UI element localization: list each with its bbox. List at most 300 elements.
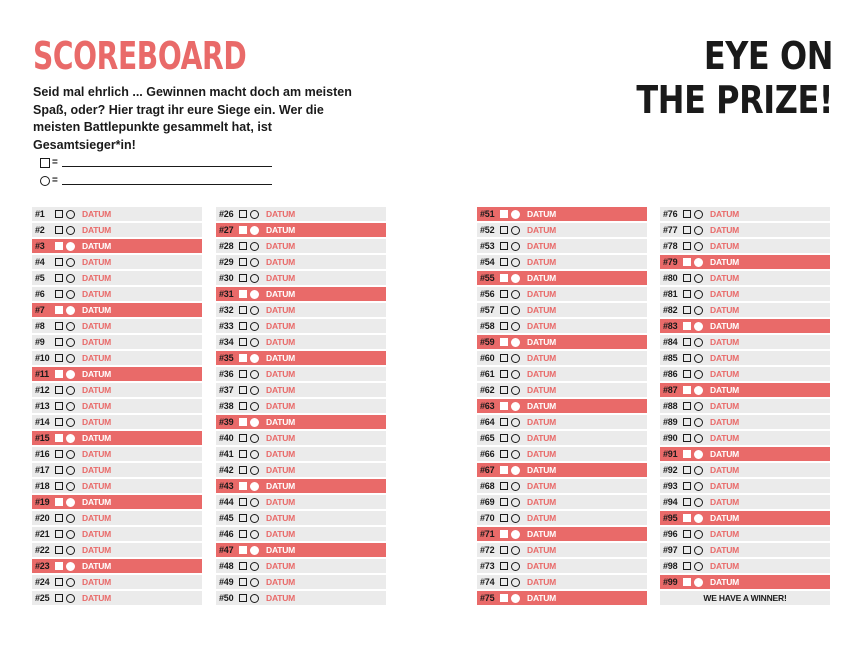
checkbox-square[interactable] [55, 514, 63, 522]
checkbox-circle[interactable] [511, 530, 520, 539]
game-number: #99 [663, 577, 678, 587]
checkbox-square[interactable] [55, 466, 63, 474]
checkbox-square[interactable] [683, 578, 691, 586]
checkbox-circle[interactable] [66, 562, 75, 571]
checkbox-square[interactable] [239, 418, 247, 426]
checkbox-square[interactable] [55, 338, 63, 346]
checkbox-square[interactable] [683, 354, 691, 362]
score-row [477, 415, 647, 429]
date-label: DATUM [527, 497, 557, 507]
checkbox-circle[interactable] [250, 322, 259, 331]
checkbox-circle[interactable] [511, 482, 520, 491]
date-label: DATUM [710, 353, 740, 363]
score-row [216, 495, 386, 509]
checkbox-square[interactable] [239, 210, 247, 218]
checkbox-circle[interactable] [66, 530, 75, 539]
checkbox-square[interactable] [500, 434, 508, 442]
checkbox-circle[interactable] [250, 242, 259, 251]
checkbox-circle[interactable] [511, 306, 520, 315]
date-label: DATUM [527, 561, 557, 571]
date-label: DATUM [82, 289, 112, 299]
checkbox-square[interactable] [55, 370, 63, 378]
date-label: DATUM [266, 305, 296, 315]
game-number: #35 [219, 353, 234, 363]
date-label: DATUM [82, 449, 112, 459]
checkbox-square[interactable] [500, 274, 508, 282]
checkbox-circle[interactable] [694, 370, 703, 379]
checkbox-circle[interactable] [511, 450, 520, 459]
checkbox-circle[interactable] [511, 354, 520, 363]
checkbox-square[interactable] [500, 370, 508, 378]
checkbox-square[interactable] [55, 306, 63, 314]
score-row [32, 303, 202, 317]
checkbox-circle[interactable] [250, 210, 259, 219]
date-label: DATUM [710, 209, 740, 219]
checkbox-square[interactable] [683, 306, 691, 314]
scoreboard-title: SCOREBOARD [33, 34, 247, 78]
checkbox-square[interactable] [239, 386, 247, 394]
score-row [216, 351, 386, 365]
intro-text: Seid mal ehrlich ... Gewinnen macht doch am meisten Spaß, oder? Hier tragt ihr eure Siege ein. Wer die meisten Battlepunkte gesammelt hat, ist Gesamtsieger*in! [33, 85, 352, 152]
checkbox-square[interactable] [500, 418, 508, 426]
checkbox-square[interactable] [683, 514, 691, 522]
checkbox-square[interactable] [500, 466, 508, 474]
checkbox-square[interactable] [683, 338, 691, 346]
checkbox-circle[interactable] [511, 338, 520, 347]
checkbox-square[interactable] [500, 354, 508, 362]
checkbox-square[interactable] [55, 434, 63, 442]
checkbox-circle[interactable] [66, 482, 75, 491]
checkbox-circle[interactable] [66, 258, 75, 267]
score-row [32, 319, 202, 333]
checkbox-square[interactable] [55, 450, 63, 458]
checkbox-square[interactable] [683, 498, 691, 506]
checkbox-square[interactable] [500, 578, 508, 586]
checkbox-square[interactable] [55, 322, 63, 330]
checkbox-circle[interactable] [250, 354, 259, 363]
game-number: #27 [219, 225, 234, 235]
checkbox-square[interactable] [500, 338, 508, 346]
game-number: #3 [35, 241, 45, 251]
checkbox-circle[interactable] [694, 306, 703, 315]
checkbox-square[interactable] [55, 594, 63, 602]
checkbox-square[interactable] [55, 562, 63, 570]
checkbox-circle[interactable] [511, 370, 520, 379]
checkbox-square[interactable] [55, 498, 63, 506]
checkbox-square[interactable] [55, 530, 63, 538]
checkbox-square[interactable] [239, 450, 247, 458]
checkbox-circle[interactable] [66, 450, 75, 459]
checkbox-square[interactable] [683, 530, 691, 538]
checkbox-square[interactable] [239, 562, 247, 570]
checkbox-square[interactable] [683, 482, 691, 490]
checkbox-circle[interactable] [694, 562, 703, 571]
game-number: #54 [480, 257, 495, 267]
checkbox-circle[interactable] [694, 338, 703, 347]
date-label: DATUM [82, 209, 112, 219]
checkbox-square[interactable] [500, 450, 508, 458]
checkbox-circle[interactable] [694, 466, 703, 475]
checkbox-circle[interactable] [511, 578, 520, 587]
checkbox-square[interactable] [239, 514, 247, 522]
checkbox-circle[interactable] [66, 578, 75, 587]
game-number: #13 [35, 401, 50, 411]
date-label: DATUM [82, 593, 112, 603]
checkbox-circle[interactable] [250, 482, 259, 491]
checkbox-circle[interactable] [694, 514, 703, 523]
checkbox-square[interactable] [239, 482, 247, 490]
checkbox-circle[interactable] [250, 594, 259, 603]
date-label: DATUM [527, 417, 557, 427]
date-label: DATUM [527, 433, 557, 443]
checkbox-square[interactable] [55, 290, 63, 298]
checkbox-circle[interactable] [511, 258, 520, 267]
game-number: #22 [35, 545, 50, 555]
checkbox-square[interactable] [500, 258, 508, 266]
date-label: DATUM [527, 449, 557, 459]
game-number: #78 [663, 241, 678, 251]
checkbox-square[interactable] [683, 322, 691, 330]
checkbox-circle[interactable] [694, 210, 703, 219]
date-label: DATUM [266, 529, 296, 539]
checkbox-square[interactable] [239, 370, 247, 378]
date-label: DATUM [527, 353, 557, 363]
checkbox-square[interactable] [239, 274, 247, 282]
date-label: DATUM [710, 401, 740, 411]
checkbox-circle[interactable] [694, 578, 703, 587]
date-label: DATUM [527, 513, 557, 523]
checkbox-square[interactable] [500, 226, 508, 234]
date-label: DATUM [266, 241, 296, 251]
date-label: DATUM [266, 289, 296, 299]
checkbox-circle[interactable] [66, 418, 75, 427]
checkbox-square[interactable] [683, 546, 691, 554]
checkbox-square[interactable] [55, 482, 63, 490]
checkbox-circle[interactable] [694, 258, 703, 267]
legend-square-row [40, 156, 272, 169]
checkbox-square[interactable] [239, 498, 247, 506]
game-number: #23 [35, 561, 50, 571]
checkbox-circle[interactable] [511, 402, 520, 411]
game-number: #29 [219, 257, 234, 267]
checkbox-circle[interactable] [511, 226, 520, 235]
checkbox-square[interactable] [500, 546, 508, 554]
game-number: #48 [219, 561, 234, 571]
checkbox-circle[interactable] [250, 338, 259, 347]
checkbox-square[interactable] [239, 434, 247, 442]
game-number: #50 [219, 593, 234, 603]
score-row [477, 447, 647, 461]
checkbox-square[interactable] [55, 578, 63, 586]
checkbox-circle[interactable] [511, 322, 520, 331]
score-row [660, 335, 830, 349]
date-label: DATUM [82, 385, 112, 395]
game-number: #8 [35, 321, 45, 331]
date-label: DATUM [82, 401, 112, 411]
checkbox-circle[interactable] [511, 498, 520, 507]
checkbox-square[interactable] [55, 546, 63, 554]
game-number: #92 [663, 465, 678, 475]
checkbox-square[interactable] [683, 562, 691, 570]
checkbox-circle[interactable] [694, 386, 703, 395]
checkbox-circle[interactable] [511, 386, 520, 395]
score-column-2 [216, 207, 386, 607]
checkbox-square[interactable] [683, 434, 691, 442]
checkbox-circle[interactable] [511, 562, 520, 571]
checkbox-square[interactable] [683, 242, 691, 250]
checkbox-circle[interactable] [694, 274, 703, 283]
checkbox-square[interactable] [683, 466, 691, 474]
checkbox-circle[interactable] [694, 354, 703, 363]
checkbox-square[interactable] [239, 402, 247, 410]
score-row [216, 271, 386, 285]
game-number: #45 [219, 513, 234, 523]
checkbox-circle[interactable] [66, 274, 75, 283]
checkbox-circle[interactable] [250, 546, 259, 555]
checkbox-circle[interactable] [66, 402, 75, 411]
checkbox-square[interactable] [500, 210, 508, 218]
legend-name-line-square[interactable] [62, 166, 272, 167]
checkbox-circle[interactable] [66, 226, 75, 235]
checkbox-square[interactable] [55, 354, 63, 362]
date-label: DATUM [82, 513, 112, 523]
checkbox-circle[interactable] [66, 466, 75, 475]
game-number: #58 [480, 321, 495, 331]
score-row [660, 271, 830, 285]
checkbox-square[interactable] [500, 242, 508, 250]
checkbox-square[interactable] [683, 258, 691, 266]
checkbox-circle[interactable] [511, 290, 520, 299]
checkbox-square[interactable] [500, 306, 508, 314]
checkbox-circle[interactable] [694, 546, 703, 555]
checkbox-circle[interactable] [511, 594, 520, 603]
checkbox-circle[interactable] [250, 514, 259, 523]
game-number: #36 [219, 369, 234, 379]
game-number: #33 [219, 321, 234, 331]
checkbox-circle[interactable] [66, 210, 75, 219]
score-row [660, 223, 830, 237]
checkbox-circle[interactable] [66, 546, 75, 555]
checkbox-square[interactable] [500, 386, 508, 394]
checkbox-square[interactable] [239, 290, 247, 298]
checkbox-circle[interactable] [250, 370, 259, 379]
checkbox-circle[interactable] [66, 322, 75, 331]
checkbox-circle[interactable] [694, 498, 703, 507]
checkbox-circle[interactable] [66, 386, 75, 395]
checkbox-square[interactable] [500, 322, 508, 330]
checkbox-square[interactable] [239, 466, 247, 474]
checkbox-square[interactable] [500, 482, 508, 490]
checkbox-square[interactable] [239, 306, 247, 314]
game-number: #85 [663, 353, 678, 363]
checkbox-square[interactable] [683, 274, 691, 282]
checkbox-circle[interactable] [250, 434, 259, 443]
checkbox-square[interactable] [683, 450, 691, 458]
checkbox-square[interactable] [239, 594, 247, 602]
checkbox-square[interactable] [683, 370, 691, 378]
date-label: DATUM [82, 417, 112, 427]
checkbox-circle[interactable] [694, 242, 703, 251]
checkbox-circle[interactable] [66, 290, 75, 299]
game-number: #53 [480, 241, 495, 251]
checkbox-circle[interactable] [66, 370, 75, 379]
checkbox-circle[interactable] [511, 434, 520, 443]
game-number: #20 [35, 513, 50, 523]
checkbox-circle[interactable] [250, 386, 259, 395]
checkbox-square[interactable] [239, 354, 247, 362]
prize-title-line1: EYE ON [703, 34, 833, 78]
checkbox-square[interactable] [239, 578, 247, 586]
checkbox-square[interactable] [683, 210, 691, 218]
score-row [32, 335, 202, 349]
checkbox-circle[interactable] [250, 466, 259, 475]
checkbox-circle[interactable] [66, 498, 75, 507]
game-number: #90 [663, 433, 678, 443]
checkbox-square[interactable] [239, 546, 247, 554]
score-row [660, 511, 830, 525]
checkbox-circle[interactable] [66, 242, 75, 251]
checkbox-square[interactable] [683, 386, 691, 394]
checkbox-circle[interactable] [511, 210, 520, 219]
game-number: #68 [480, 481, 495, 491]
checkbox-circle[interactable] [250, 450, 259, 459]
game-number: #41 [219, 449, 234, 459]
date-label: DATUM [527, 385, 557, 395]
checkbox-circle[interactable] [250, 226, 259, 235]
checkbox-circle[interactable] [511, 418, 520, 427]
checkbox-circle[interactable] [511, 274, 520, 283]
checkbox-square[interactable] [239, 322, 247, 330]
game-number: #17 [35, 465, 50, 475]
checkbox-square[interactable] [239, 338, 247, 346]
game-number: #98 [663, 561, 678, 571]
checkbox-square[interactable] [683, 418, 691, 426]
game-number: #11 [35, 369, 49, 379]
checkbox-square[interactable] [500, 594, 508, 602]
date-label: DATUM [710, 545, 740, 555]
checkbox-circle[interactable] [250, 290, 259, 299]
score-row [216, 239, 386, 253]
checkbox-square[interactable] [55, 258, 63, 266]
checkbox-square[interactable] [683, 226, 691, 234]
date-label: DATUM [82, 369, 112, 379]
game-number: #56 [480, 289, 495, 299]
checkbox-circle[interactable] [250, 306, 259, 315]
score-row [32, 223, 202, 237]
checkbox-square[interactable] [55, 242, 63, 250]
game-number: #66 [480, 449, 495, 459]
checkbox-circle[interactable] [66, 594, 75, 603]
game-number: #51 [480, 209, 495, 219]
checkbox-circle[interactable] [694, 290, 703, 299]
prize-title [593, 34, 833, 122]
checkbox-circle[interactable] [66, 514, 75, 523]
checkbox-circle[interactable] [250, 402, 259, 411]
checkbox-square[interactable] [239, 530, 247, 538]
score-column-1 [32, 207, 202, 607]
checkbox-square[interactable] [500, 498, 508, 506]
checkbox-square[interactable] [683, 402, 691, 410]
date-label: DATUM [527, 305, 557, 315]
game-number: #86 [663, 369, 678, 379]
checkbox-circle[interactable] [511, 514, 520, 523]
game-number: #37 [219, 385, 234, 395]
checkbox-square[interactable] [55, 418, 63, 426]
checkbox-square[interactable] [500, 290, 508, 298]
checkbox-circle[interactable] [694, 226, 703, 235]
score-row [477, 527, 647, 541]
game-number: #52 [480, 225, 495, 235]
checkbox-circle[interactable] [694, 434, 703, 443]
game-number: #75 [480, 593, 495, 603]
checkbox-square[interactable] [55, 386, 63, 394]
checkbox-circle[interactable] [250, 418, 259, 427]
checkbox-circle[interactable] [250, 274, 259, 283]
legend-equals: = [52, 175, 58, 186]
score-row [660, 479, 830, 493]
checkbox-circle[interactable] [511, 242, 520, 251]
checkbox-circle[interactable] [250, 498, 259, 507]
checkbox-circle[interactable] [250, 258, 259, 267]
date-label: DATUM [527, 401, 557, 411]
checkbox-square[interactable] [500, 562, 508, 570]
checkbox-square[interactable] [500, 530, 508, 538]
game-number: #14 [35, 417, 50, 427]
score-row [216, 383, 386, 397]
checkbox-circle[interactable] [511, 546, 520, 555]
game-number: #63 [480, 401, 495, 411]
checkbox-circle[interactable] [694, 322, 703, 331]
checkbox-circle[interactable] [250, 578, 259, 587]
score-row [477, 335, 647, 349]
checkbox-square[interactable] [55, 274, 63, 282]
date-label: DATUM [527, 257, 557, 267]
checkbox-circle[interactable] [66, 338, 75, 347]
checkbox-circle[interactable] [66, 434, 75, 443]
checkbox-square[interactable] [55, 210, 63, 218]
checkbox-square[interactable] [55, 402, 63, 410]
game-number: #97 [663, 545, 678, 555]
score-row [216, 575, 386, 589]
date-label: DATUM [527, 337, 557, 347]
checkbox-square[interactable] [239, 258, 247, 266]
checkbox-square[interactable] [500, 402, 508, 410]
checkbox-square[interactable] [683, 290, 691, 298]
score-row [660, 463, 830, 477]
checkbox-square[interactable] [500, 514, 508, 522]
checkbox-circle[interactable] [694, 418, 703, 427]
date-label: DATUM [82, 257, 112, 267]
checkbox-square[interactable] [239, 242, 247, 250]
legend-name-line-circle[interactable] [62, 184, 272, 185]
checkbox-circle[interactable] [694, 482, 703, 491]
game-number: #83 [663, 321, 678, 331]
checkbox-circle[interactable] [694, 402, 703, 411]
checkbox-circle[interactable] [66, 306, 75, 315]
checkbox-circle[interactable] [694, 530, 703, 539]
checkbox-circle[interactable] [511, 466, 520, 475]
date-label: DATUM [710, 449, 740, 459]
checkbox-circle[interactable] [66, 354, 75, 363]
game-number: #31 [219, 289, 234, 299]
checkbox-circle[interactable] [250, 530, 259, 539]
checkbox-square[interactable] [55, 226, 63, 234]
checkbox-circle[interactable] [694, 450, 703, 459]
checkbox-circle[interactable] [250, 562, 259, 571]
game-number: #28 [219, 241, 234, 251]
date-label: DATUM [527, 273, 557, 283]
checkbox-square[interactable] [239, 226, 247, 234]
